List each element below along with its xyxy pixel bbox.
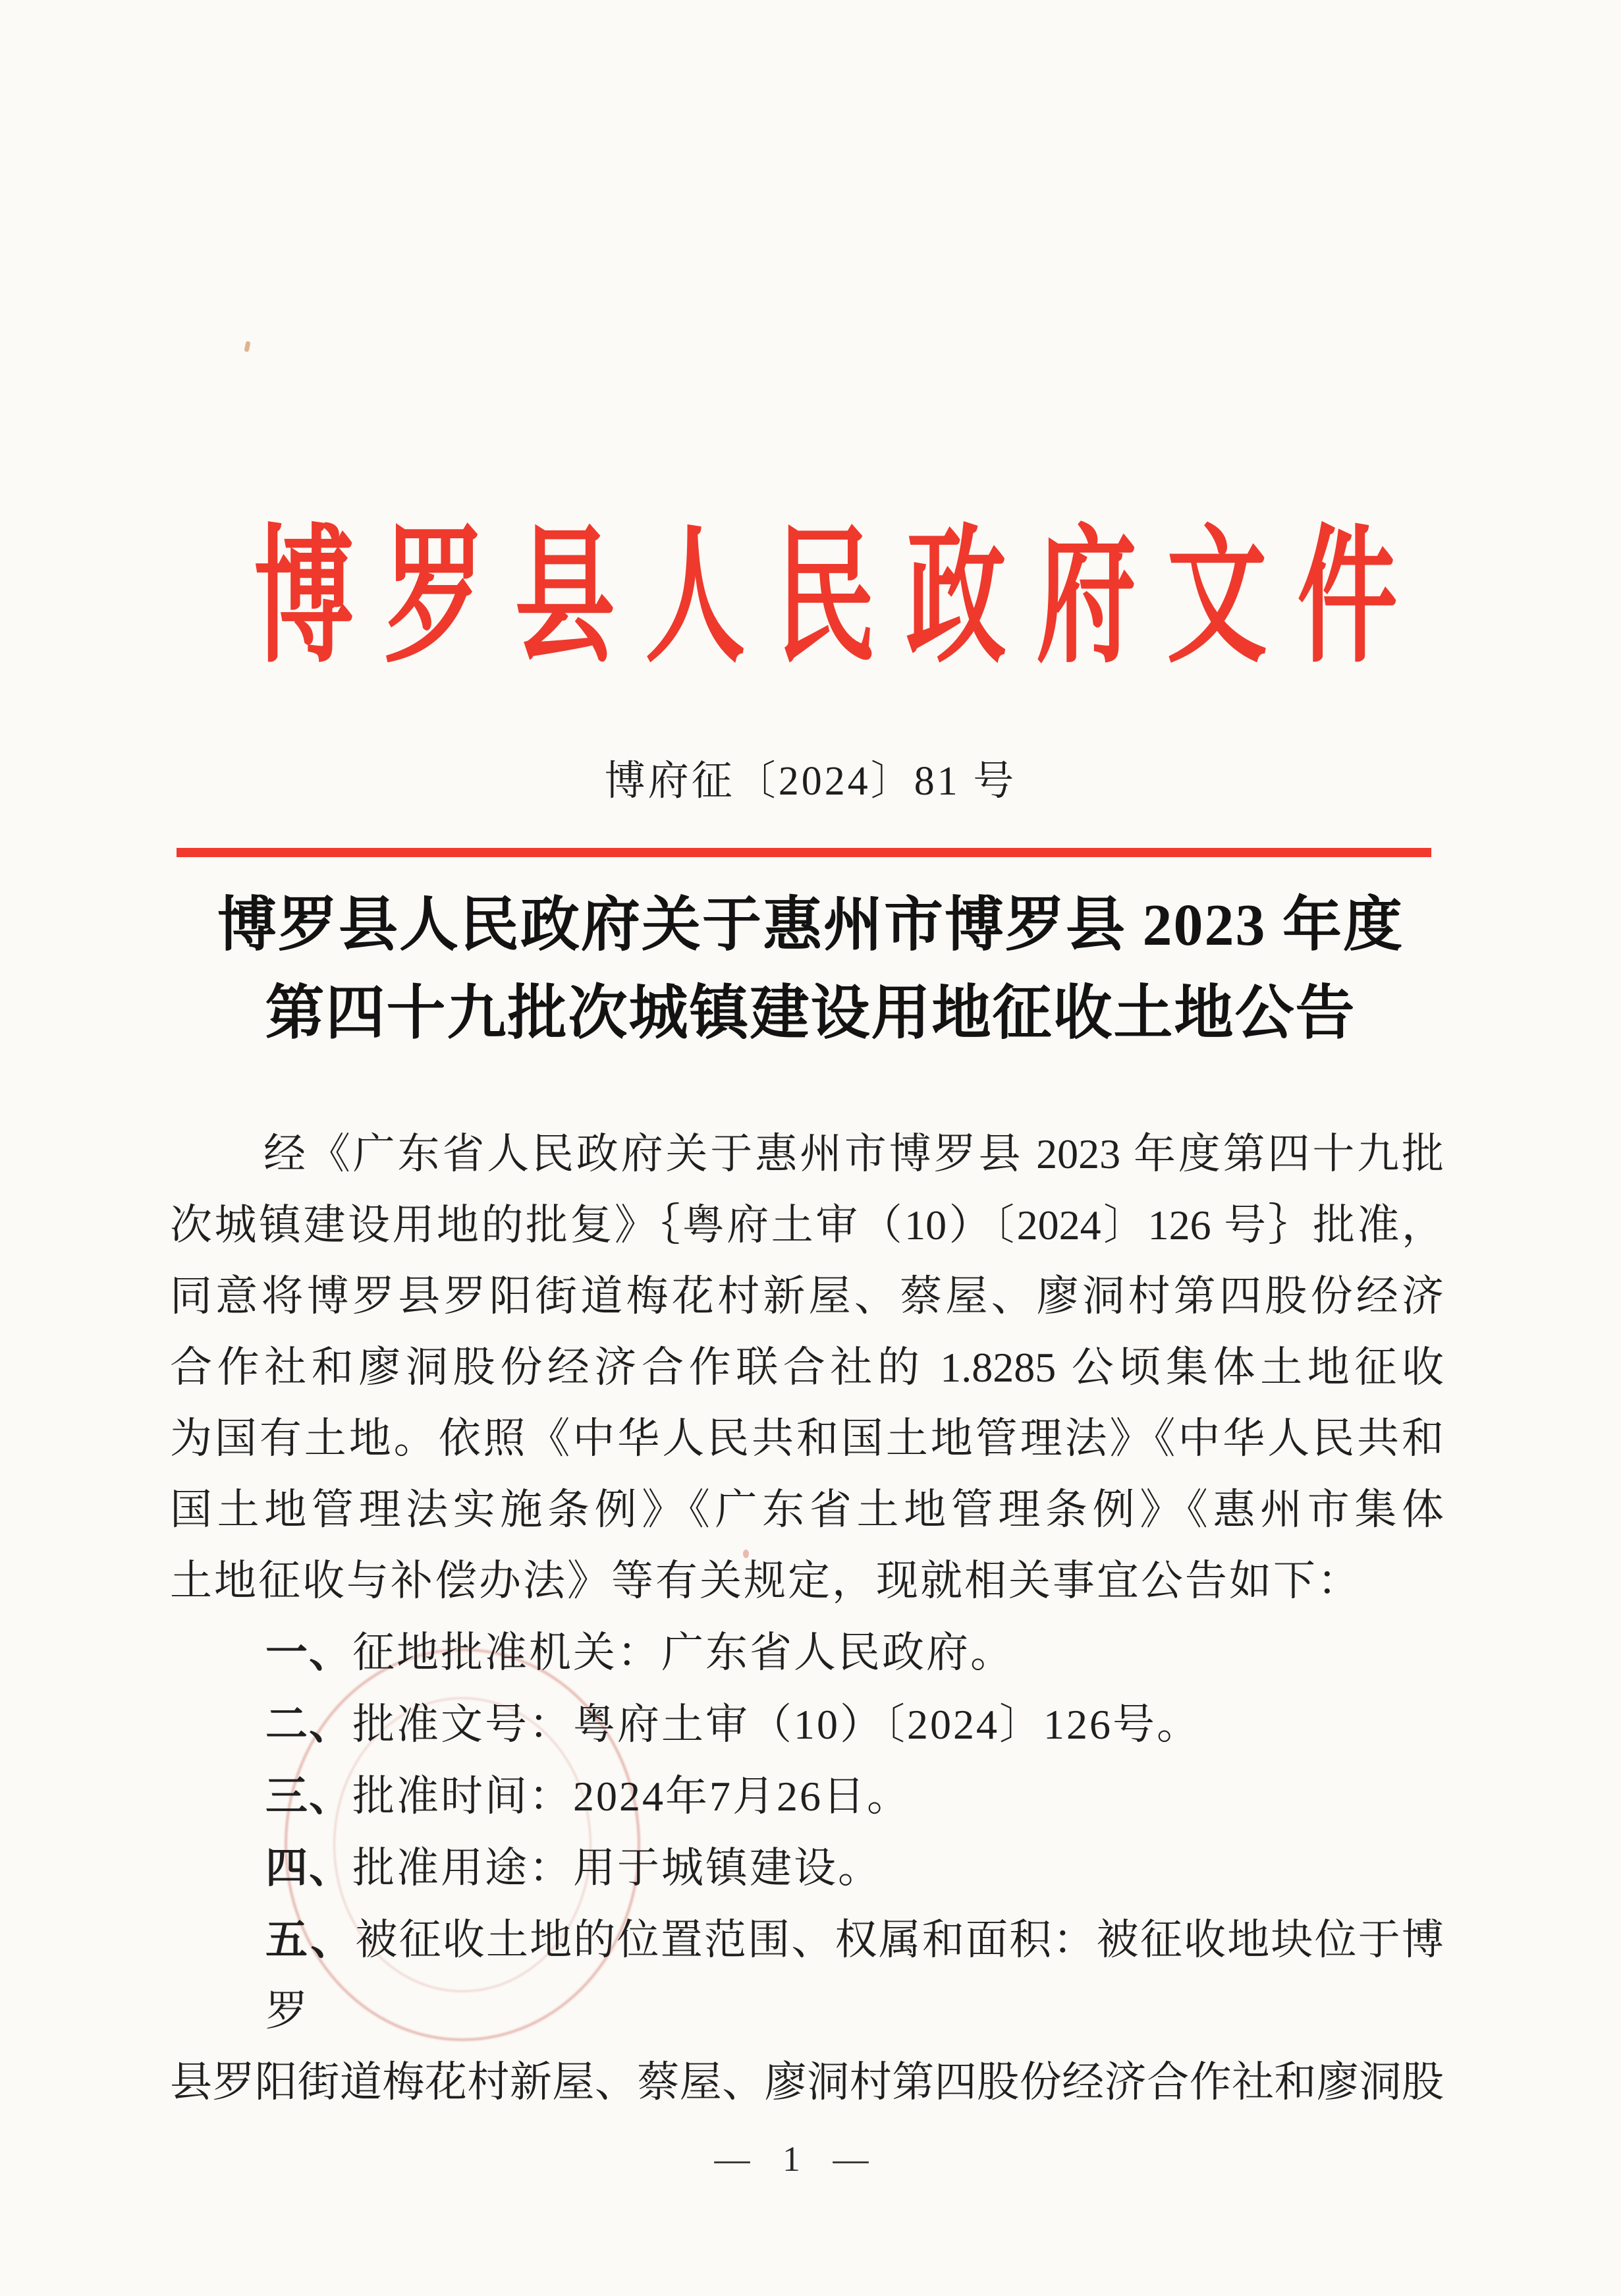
list-item <box>170 1832 1444 1904</box>
list-item <box>170 1617 1444 1689</box>
document-body <box>170 1119 1444 2118</box>
body-line-text: 同意将博罗县罗阳街道梅花村新屋、蔡屋、廖洞村第四股份经济 <box>170 1273 1444 1320</box>
body-line-text: 次城镇建设用地的批复》｛粤府土审（10）〔2024〕126 号｝批准， <box>170 1202 1444 1248</box>
scan-speck <box>244 341 250 352</box>
list-marker: 四、 <box>265 1844 352 1891</box>
list-item <box>170 1760 1444 1832</box>
body-line <box>170 1403 1444 1474</box>
list-marker: 五、 <box>265 1916 356 1963</box>
body-line-text: 批准时间：2024年7月26日。 <box>352 1773 911 1820</box>
body-line <box>170 1546 1444 1617</box>
body-line <box>170 1119 1444 1190</box>
doc-number: 博府征〔2024〕81 号 <box>604 759 1017 804</box>
body-line <box>170 2047 1444 2118</box>
list-item <box>170 1689 1444 1760</box>
title-line-2: 第四十九批次城镇建设用地征收土地公告 <box>265 981 1356 1046</box>
body-line-text: 为国有土地。依照《中华人民共和国土地管理法》《中华人民共和 <box>170 1415 1444 1462</box>
body-line <box>170 1261 1444 1332</box>
header-title: 博罗县人民政府文件 <box>254 516 1428 681</box>
body-line-text: 国土地管理法实施条例》《广东省土地管理条例》《惠州市集体 <box>170 1486 1444 1533</box>
body-line <box>170 1332 1444 1403</box>
body-line-text: 土地征收与补偿办法》等有关规定，现就相关事宜公告如下： <box>170 1557 1361 1604</box>
list-marker: 二、 <box>265 1700 352 1748</box>
body-line-text: 征地批准机关：广东省人民政府。 <box>352 1629 1014 1676</box>
title-line-1: 博罗县人民政府关于惠州市博罗县 2023 年度 <box>217 893 1404 958</box>
list-marker: 一、 <box>265 1629 352 1676</box>
body-line-text: 经《广东省人民政府关于惠州市博罗县 2023 年度第四十九批 <box>263 1131 1444 1177</box>
body-line-text: 批准文号：粤府土审（10）〔2024〕126号。 <box>352 1701 1201 1748</box>
body-line-text: 合作社和廖洞股份经济合作联合社的 1.8285 公顷集体土地征收 <box>170 1344 1444 1391</box>
body-line <box>170 1474 1444 1546</box>
red-divider <box>177 848 1431 857</box>
list-marker: 三、 <box>265 1772 352 1820</box>
body-line-text: 县罗阳街道梅花村新屋、蔡屋、廖洞村第四股份经济合作社和廖洞股 <box>170 2059 1444 2106</box>
list-item <box>170 1904 1444 2047</box>
document-title <box>0 882 1621 1058</box>
page-number: — 1 — <box>714 2139 881 2179</box>
page-footer <box>0 2139 1608 2179</box>
body-line-text: 被征收土地的位置范围、权属和面积：被征收地块位于博罗 <box>265 1917 1444 2034</box>
body-line <box>170 1190 1444 1261</box>
body-line-text: 批准用途：用于城镇建设。 <box>352 1845 882 1891</box>
